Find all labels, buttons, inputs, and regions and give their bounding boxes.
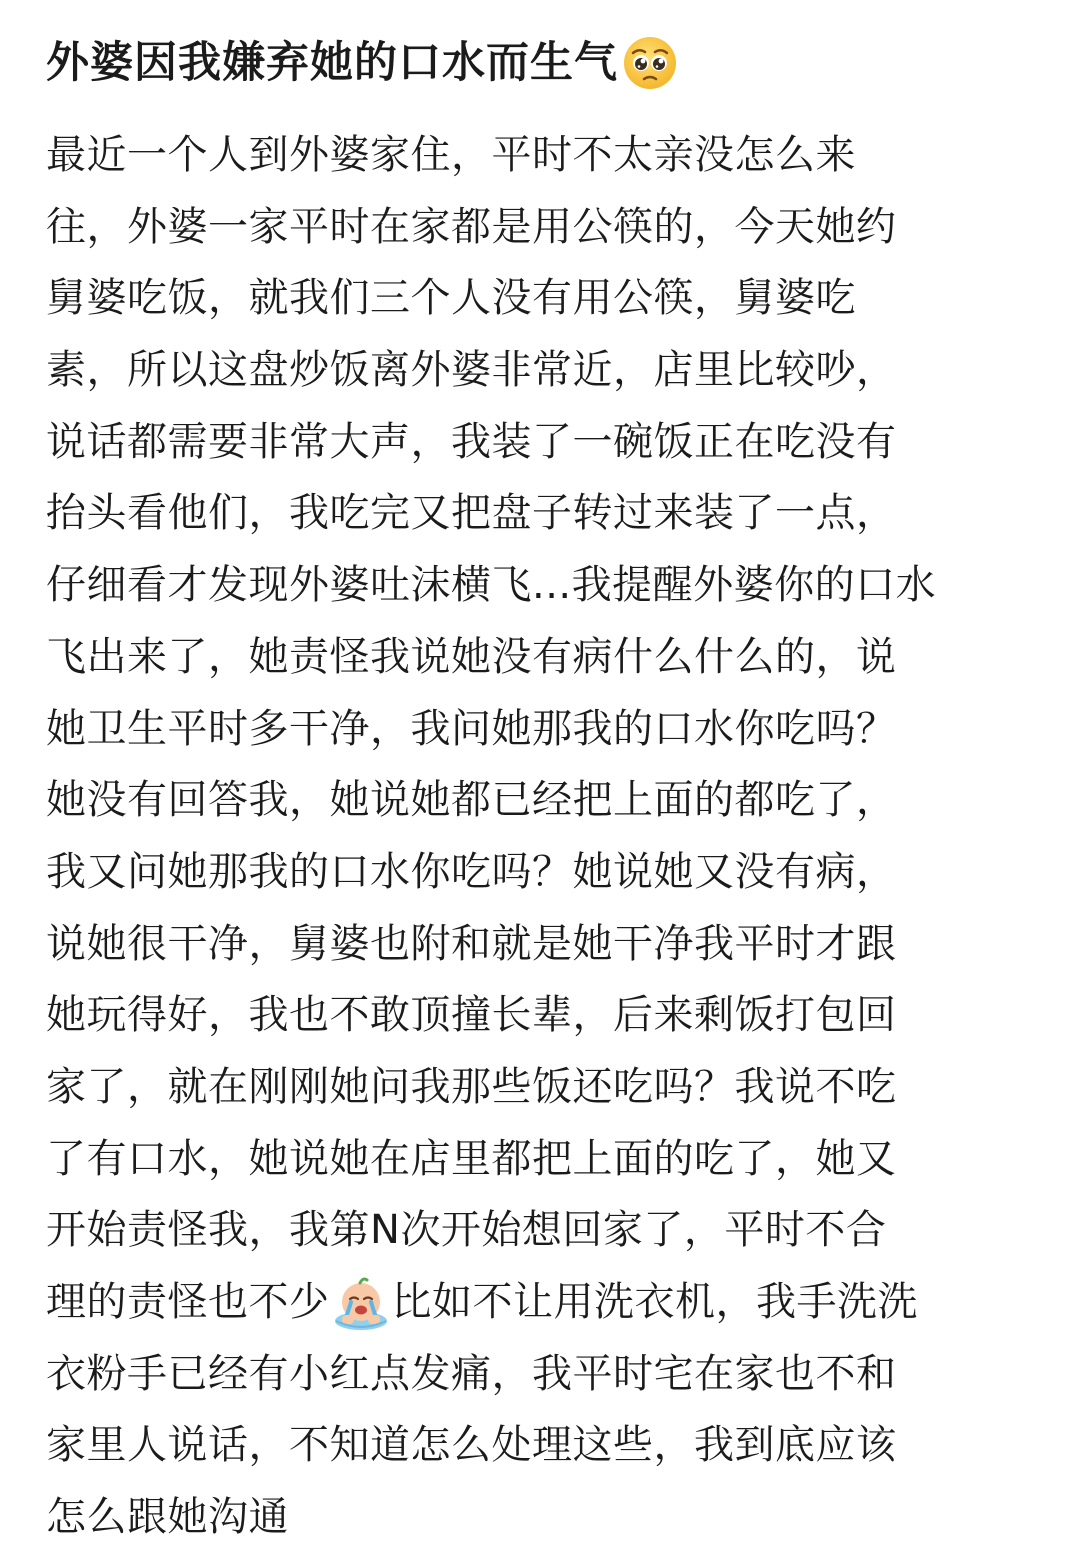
body-line-segment: 理的责怪也不少 (46, 1279, 330, 1325)
body-line: 怎么跟她沟通 (46, 1494, 289, 1541)
post-body (46, 120, 1030, 1554)
body-line: 仔细看才发现外婆吐沫横飞...我提醒外婆你的口水 (46, 562, 937, 609)
body-line: 最近一个人到外婆家住，平时不太亲没怎么来 (46, 132, 856, 178)
body-line-with-emoji (46, 1267, 1030, 1339)
body-line: 她没有回答我，她说她都已经把上面的都吃了， (46, 777, 897, 824)
body-line: 了有口水，她说她在店里都把上面的吃了，她又 (46, 1135, 897, 1182)
body-line: 说她很干净，舅婆也附和就是她干净我平时才跟 (46, 920, 897, 967)
pleading-face-icon (622, 35, 678, 91)
post-title-row (46, 34, 1030, 92)
body-line: 素，所以这盘炒饭离外婆非常近，店里比较吵， (46, 347, 897, 394)
body-line: 家了，就在刚刚她问我那些饭还吃吗？我说不吃 (46, 1063, 897, 1110)
body-line: 抬头看他们，我吃完又把盘子转过来装了一点， (46, 490, 897, 537)
body-line: 衣粉手已经有小红点发痛，我平时宅在家也不和 (46, 1350, 897, 1397)
body-line: 飞出来了，她责怪我说她没有病什么什么的，说 (46, 633, 897, 680)
body-line: 她玩得好，我也不敢顶撞长辈，后来剩饭打包回 (46, 992, 897, 1039)
body-line: 开始责怪我，我第N次开始想回家了，平时不合 (46, 1207, 887, 1254)
body-line: 舅婆吃饭，就我们三个人没有用公筷，舅婆吃 (46, 275, 856, 322)
body-line: 说话都需要非常大声，我装了一碗饭正在吃没有 (46, 418, 897, 465)
crying-baby-icon (332, 1274, 390, 1332)
body-line: 我又问她那我的口水你吃吗？她说她又没有病， (46, 848, 897, 895)
body-line-segment: 比如不让用洗衣机，我手洗洗 (391, 1279, 918, 1325)
post-title: 外婆因我嫌弃她的口水而生气 (46, 38, 618, 88)
body-line: 她卫生平时多干净，我问她那我的口水你吃吗？ (46, 705, 897, 752)
body-line: 家里人说话，不知道怎么处理这些，我到底应该 (46, 1422, 897, 1469)
body-line: 往，外婆一家平时在家都是用公筷的，今天她约 (46, 203, 897, 250)
